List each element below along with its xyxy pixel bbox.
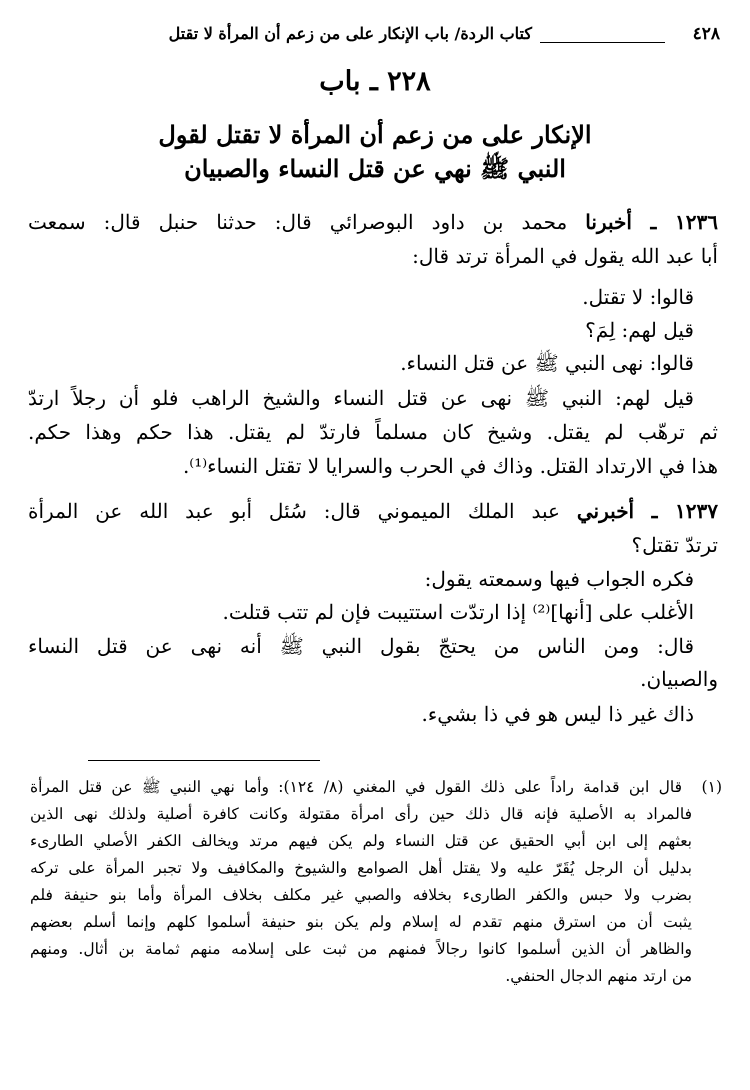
footnote-separator bbox=[88, 760, 320, 761]
chapter-heading: ٢٢٨ ـ باب bbox=[319, 66, 431, 97]
page-header bbox=[25, 20, 720, 54]
footnote-line-3: بعثهم إلى ابن أبي الحقيق عن قتل النساء ولم يكن فيهم مرتد ويخالف الكفر الأصلي الطارىء bbox=[30, 832, 692, 850]
narration-1236-p3: هذا في الارتداد القتل. وذاك في الحرب والسرايا لا تقتل النساء⁽¹⁾. bbox=[182, 454, 718, 478]
footnote-line-2: فالمراد به الأصلية فإنه قال ذلك حين رأى امرأة مقتولة وكانت كافرة أصلية ولذلك نهى الذين bbox=[30, 805, 692, 823]
footnote-line-7: والظاهر أن الذين أسلموا كانوا رجالاً فمنهم من ثبت على إسلامه منهم ثمامة بن أثال. ومنهم bbox=[30, 940, 692, 958]
header-rule bbox=[540, 42, 665, 43]
narration-1237-line-4: الأغلب على [أنها]⁽²⁾ إذا ارتدّت استتيبت فإن لم تتب قتلت. bbox=[222, 600, 694, 624]
narration-1236-q3: قالوا: نهى النبي ﷺ عن قتل النساء. bbox=[400, 351, 694, 375]
chapter-title-line-2: النبي ﷺ نهي عن قتل النساء والصبيان bbox=[184, 154, 566, 183]
narration-1237-line-5: قال: ومن الناس من يحتجّ بقول النبي ﷺ أنه نهى عن قتل النساء bbox=[28, 634, 694, 658]
footnote-text-1: قال ابن قدامة راداً على ذلك القول في المغني (٨/ ١٢٤): وأما نهي النبي ﷺ عن قتل المرأة bbox=[30, 778, 683, 796]
narration-1237-line-3: فكره الجواب فيها وسمعته يقول: bbox=[424, 567, 694, 591]
footnote-line-6: يثبت أن من استرق منهم تقدم له إسلام ولم يكن بنو حنيفة أسلموا كلهم وإنما أسلم بعضهم bbox=[30, 913, 692, 931]
narration-1237-line-1 bbox=[28, 497, 718, 525]
narration-1236-p2: ثم ترهّب لم يقتل. وشيخ كان مسلماً فارتدّ لم يقتل. هذا حكم وهذا حكم. bbox=[28, 420, 719, 444]
footnote-line-1 bbox=[30, 775, 722, 800]
page-number: ٤٢٨ bbox=[692, 24, 720, 44]
narration-1237-text: عبد الملك الميموني قال: سُئل أبو عبد الله عن المرأة bbox=[28, 499, 577, 523]
narration-1237-line-7: ذاك غير ذا ليس هو في ذا بشيء. bbox=[421, 702, 694, 726]
narration-1236-q1: قالوا: لا تقتل. bbox=[582, 285, 694, 309]
footnote-line-8: من ارتد منهم الدجال الحنفي. bbox=[505, 967, 692, 985]
narration-1236-text: محمد بن داود البوصرائي قال: حدثنا حنبل قال: سمعت bbox=[28, 210, 586, 234]
narration-1236-p1: قيل لهم: النبي ﷺ نهى عن قتل النساء والشيخ الراهب فلو أن رجلاً ارتدّ bbox=[28, 386, 694, 410]
narration-1237-number: ١٢٣٧ ـ أخبرني bbox=[576, 499, 718, 523]
footnote-line-5: بضرب ولا حبس والكفر الطارىء بخلافه والصبي غير مكلف بخلاف المرأة وأما بنو حنيفة فلم bbox=[30, 886, 692, 904]
narration-1237-line-2: ترتدّ تقتل؟ bbox=[631, 533, 718, 557]
narration-1236-line-1 bbox=[28, 208, 718, 236]
narration-1236-line-2: أبا عبد الله يقول في المرأة ترتد قال: bbox=[412, 244, 718, 268]
narration-1236-number: ١٢٣٦ ـ أخبرنا bbox=[585, 210, 719, 234]
narration-1236-q2: قيل لهم: لِمَ؟ bbox=[585, 318, 694, 342]
footnote-number: (١) bbox=[701, 778, 722, 796]
narration-1237-line-6: والصبيان. bbox=[640, 667, 718, 691]
chapter-title-line-1: الإنكار على من زعم أن المرأة لا تقتل لقول bbox=[158, 120, 592, 149]
footnote-line-4: بدليل أن الرجل يُقَرّ عليه ولا يقتل أهل الصوامع والشيوخ والمكافيف ولا تجبر المرأة على تركه bbox=[30, 859, 692, 877]
running-title: كتاب الردة/ باب الإنكار على من زعم أن المرأة لا تقتل bbox=[168, 24, 532, 43]
